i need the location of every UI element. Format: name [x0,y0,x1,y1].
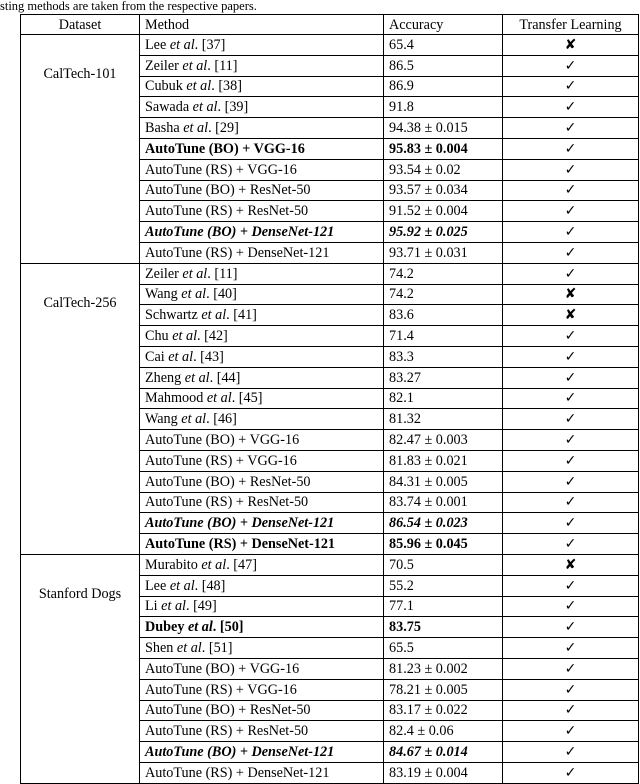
method-name: Cai [145,348,169,365]
method-name: AutoTune (RS) + ResNet-50 [145,203,309,220]
accuracy-cell: 83.17 ± 0.022 [384,700,503,721]
check-icon: ✓ [564,369,577,386]
method-name: Murabito [145,556,202,573]
check-icon: ✓ [564,182,577,199]
accuracy-cell: 70.5 [384,554,503,575]
method-name: AutoTune (RS) + VGG-16 [145,681,297,698]
method-name: Wang [145,286,182,303]
method-cell [140,554,384,575]
method-citation: . [11] [207,57,238,74]
transfer-learning-cell [503,263,639,284]
method-cell [140,159,384,180]
method-name: AutoTune (BO) + ResNet-50 [145,182,311,199]
accuracy-cell: 85.96 ± 0.045 [384,534,503,555]
method-citation: . [44] [209,369,241,386]
check-icon: ✓ [564,120,577,137]
check-icon: ✓ [564,390,577,407]
method-etal: et al [186,78,212,95]
method-name: AutoTune (BO) + VGG-16 [145,660,300,677]
method-name: AutoTune (RS) + ResNet-50 [145,494,309,511]
method-etal: et al [161,598,186,615]
accuracy-cell: 83.74 ± 0.001 [384,492,503,513]
method-cell [140,35,384,56]
method-etal: et al [187,619,213,636]
transfer-learning-cell [503,388,639,409]
transfer-learning-cell [503,742,639,763]
method-name: AutoTune (BO) + VGG-16 [145,140,305,157]
method-name: Shen [145,640,177,656]
method-name: Chu [145,328,173,345]
method-citation: . [39] [217,99,249,116]
method-citation: . [50] [212,619,244,636]
method-cell [140,367,384,388]
method-cell [140,575,384,596]
method-name: Lee [145,36,170,53]
table-row [21,554,639,575]
accuracy-cell: 74.2 [384,263,503,284]
method-cell [140,409,384,430]
transfer-learning-cell [503,554,639,575]
header-row [21,15,639,35]
accuracy-cell: 93.71 ± 0.031 [384,242,503,263]
header-accuracy: Accuracy [384,15,503,35]
transfer-learning-cell [503,159,639,180]
table-caption: sting methods are taken from the respective papers. [0,0,257,13]
transfer-learning-cell [503,242,639,263]
accuracy-cell: 77.1 [384,596,503,617]
check-icon: ✓ [564,598,577,615]
method-cell [140,492,384,513]
method-cell [140,76,384,97]
accuracy-cell: 86.5 [384,55,503,76]
transfer-learning-cell [503,638,639,659]
method-cell [140,762,384,783]
accuracy-cell: 65.4 [384,35,503,56]
method-cell [140,242,384,263]
method-cell [140,284,384,305]
check-icon: ✓ [564,536,577,553]
method-citation: . [11] [207,265,238,282]
check-icon: ✓ [564,140,577,157]
method-citation: . [49] [185,598,217,615]
method-citation: . [29] [208,120,239,137]
cross-icon: ✘ [564,286,577,303]
transfer-learning-cell [503,76,639,97]
method-citation: . [37] [194,36,226,53]
table-row [21,263,639,284]
method-name: Mahmood [145,390,207,407]
method-cell [140,138,384,159]
check-icon: ✓ [564,660,577,677]
transfer-learning-cell [503,180,639,201]
method-etal: et al [201,307,227,324]
method-name: Cubuk [145,78,187,95]
accuracy-cell: 93.54 ± 0.02 [384,159,503,180]
method-cell [140,346,384,367]
accuracy-cell: 83.3 [384,346,503,367]
method-name: Sawada [145,99,193,116]
header-method: Method [140,15,384,35]
cross-icon: ✘ [564,556,577,573]
accuracy-cell: 81.83 ± 0.021 [384,450,503,471]
transfer-learning-cell [503,430,639,451]
transfer-learning-cell [503,492,639,513]
transfer-learning-cell [503,658,639,679]
accuracy-cell: 71.4 [384,326,503,347]
table-row [21,35,639,56]
method-citation: . [48] [194,577,226,594]
transfer-learning-cell [503,534,639,555]
method-cell [140,97,384,118]
method-cell [140,721,384,742]
method-etal: et al [206,390,232,407]
method-cell [140,617,384,638]
cross-icon: ✘ [564,307,577,324]
dataset-cell [21,554,140,783]
transfer-learning-cell [503,97,639,118]
transfer-learning-cell [503,367,639,388]
accuracy-cell: 95.92 ± 0.025 [384,222,503,243]
method-etal: et al [184,369,210,386]
method-name: AutoTune (RS) + DenseNet-121 [145,536,336,553]
transfer-learning-cell [503,118,639,139]
method-etal: et al [201,556,227,573]
method-etal: et al [192,99,218,116]
transfer-learning-cell [503,201,639,222]
check-icon: ✓ [564,473,577,490]
dataset-label: Stanford Dogs [38,585,122,602]
transfer-learning-cell [503,409,639,430]
accuracy-cell: 83.27 [384,367,503,388]
transfer-learning-cell [503,596,639,617]
check-icon: ✓ [564,57,577,74]
transfer-learning-cell [503,284,639,305]
accuracy-cell: 78.21 ± 0.005 [384,679,503,700]
accuracy-cell: 82.47 ± 0.003 [384,430,503,451]
accuracy-cell: 82.1 [384,388,503,409]
method-cell [140,679,384,700]
transfer-learning-cell [503,305,639,326]
header-transfer-learning: Transfer Learning [503,15,639,35]
method-etal: et al [182,57,208,74]
check-icon: ✓ [564,619,577,636]
method-etal: et al [181,286,207,303]
check-icon: ✓ [564,203,577,220]
accuracy-cell: 91.52 ± 0.004 [384,201,503,222]
method-cell [140,388,384,409]
accuracy-cell: 95.83 ± 0.004 [384,138,503,159]
method-name: Li [145,598,162,615]
accuracy-cell: 93.57 ± 0.034 [384,180,503,201]
accuracy-cell: 86.54 ± 0.023 [384,513,503,534]
method-cell [140,513,384,534]
method-cell [140,430,384,451]
dataset-label: CalTech-256 [43,294,117,311]
method-name: Schwartz [145,307,202,324]
check-icon: ✓ [564,348,577,365]
check-icon: ✓ [564,161,577,178]
method-cell [140,222,384,243]
method-etal: et al [176,640,202,656]
check-icon: ✓ [564,577,577,594]
method-name: AutoTune (RS) + ResNet-50 [145,723,309,740]
method-cell [140,305,384,326]
method-name: AutoTune (RS) + DenseNet-121 [145,764,330,781]
check-icon: ✓ [564,78,577,95]
accuracy-cell: 94.38 ± 0.015 [384,118,503,139]
method-name: AutoTune (BO) + VGG-16 [145,432,300,449]
method-name: Zeiler [145,57,183,74]
cross-icon: ✘ [564,36,577,53]
method-cell [140,638,384,659]
transfer-learning-cell [503,55,639,76]
transfer-learning-cell [503,138,639,159]
method-name: AutoTune (BO) + DenseNet-121 [145,224,335,241]
results-table [20,14,639,784]
check-icon: ✓ [564,224,577,241]
method-cell [140,658,384,679]
accuracy-cell: 81.32 [384,409,503,430]
method-name: AutoTune (RS) + VGG-16 [145,161,297,178]
accuracy-cell: 74.2 [384,284,503,305]
method-name: AutoTune (BO) + DenseNet-121 [145,515,335,532]
method-etal: et al [168,348,194,365]
method-name: Basha [145,120,184,137]
transfer-learning-cell [503,679,639,700]
method-name: AutoTune (BO) + ResNet-50 [145,702,311,719]
method-cell [140,180,384,201]
accuracy-cell: 82.4 ± 0.06 [384,721,503,742]
method-name: Dubey [145,619,188,636]
method-name: Lee [145,577,170,594]
method-cell [140,534,384,555]
transfer-learning-cell [503,222,639,243]
header-dataset: Dataset [21,15,140,35]
method-etal: et al [172,328,198,345]
check-icon: ✓ [564,743,577,760]
check-icon: ✓ [564,328,577,345]
transfer-learning-cell [503,721,639,742]
method-cell [140,450,384,471]
check-icon: ✓ [564,702,577,719]
check-icon: ✓ [564,244,577,261]
method-citation: . [51] [201,640,233,656]
method-etal: et al [181,411,207,428]
method-etal: et al [183,120,209,137]
dataset-cell [21,35,140,264]
method-citation: . [46] [206,411,237,428]
accuracy-cell: 84.31 ± 0.005 [384,471,503,492]
check-icon: ✓ [564,99,577,116]
accuracy-cell: 83.6 [384,305,503,326]
accuracy-cell: 65.5 [384,638,503,659]
check-icon: ✓ [564,764,577,781]
transfer-learning-cell [503,450,639,471]
method-cell [140,596,384,617]
method-cell [140,742,384,763]
method-etal: et al [169,36,195,53]
method-cell [140,471,384,492]
method-citation: . [45] [231,390,263,407]
method-citation: . [40] [206,286,237,303]
dataset-cell [21,263,140,554]
accuracy-cell: 83.19 ± 0.004 [384,762,503,783]
method-citation: . [43] [193,348,224,365]
transfer-learning-cell [503,513,639,534]
method-cell [140,263,384,284]
method-name: Zheng [145,369,185,386]
method-citation: . [42] [197,328,228,345]
accuracy-cell: 86.9 [384,76,503,97]
accuracy-cell: 81.23 ± 0.002 [384,658,503,679]
check-icon: ✓ [564,432,577,449]
method-cell [140,118,384,139]
method-cell [140,700,384,721]
check-icon: ✓ [564,452,577,469]
method-name: AutoTune (RS) + DenseNet-121 [145,244,330,261]
transfer-learning-cell [503,346,639,367]
method-citation: . [47] [226,556,257,573]
table-body [21,35,639,784]
method-citation: . [38] [211,78,242,95]
accuracy-cell: 83.75 [384,617,503,638]
check-icon: ✓ [564,515,577,532]
transfer-learning-cell [503,471,639,492]
transfer-learning-cell [503,575,639,596]
transfer-learning-cell [503,762,639,783]
accuracy-cell: 91.8 [384,97,503,118]
method-citation: . [41] [226,307,257,324]
method-name: AutoTune (BO) + DenseNet-121 [145,743,335,760]
transfer-learning-cell [503,35,639,56]
method-name: AutoTune (BO) + ResNet-50 [145,473,311,490]
check-icon: ✓ [564,411,577,428]
check-icon: ✓ [564,723,577,740]
method-cell [140,326,384,347]
transfer-learning-cell [503,326,639,347]
method-cell [140,55,384,76]
check-icon: ✓ [564,640,577,656]
method-name: AutoTune (RS) + VGG-16 [145,452,297,469]
accuracy-cell: 84.67 ± 0.014 [384,742,503,763]
check-icon: ✓ [564,265,577,282]
transfer-learning-cell [503,700,639,721]
method-cell [140,201,384,222]
check-icon: ✓ [564,494,577,511]
transfer-learning-cell [503,617,639,638]
method-etal: et al [169,577,195,594]
method-name: Wang [145,411,182,428]
method-etal: et al [182,265,208,282]
dataset-label: CalTech-101 [43,66,117,82]
accuracy-cell: 55.2 [384,575,503,596]
check-icon: ✓ [564,681,577,698]
method-name: Zeiler [145,265,183,282]
